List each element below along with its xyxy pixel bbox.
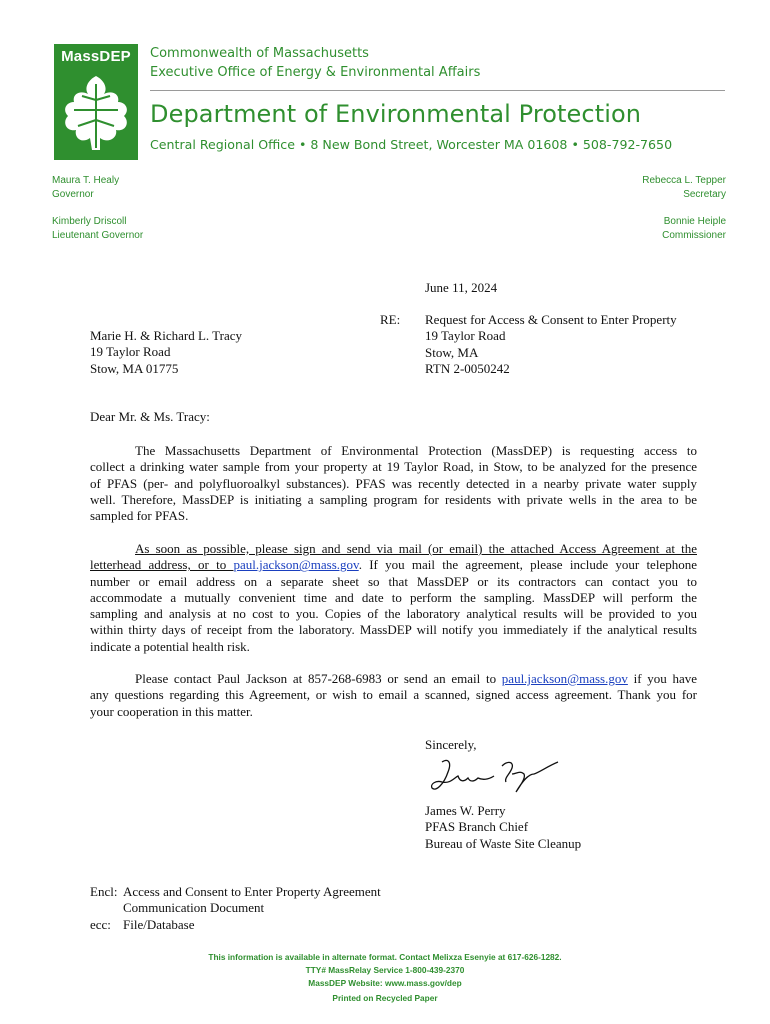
paragraph-line: collect a drinking water sample from your property at 19 Taylor Road, in Stow, to be analyzed for the presence — [90, 459, 697, 475]
underlined-text: letterhead address, or to — [90, 557, 234, 573]
paragraph-1 — [90, 443, 697, 524]
re-line: 19 Taylor Road — [425, 328, 506, 344]
footer-website: MassDEP Website: www.mass.gov/dep — [308, 978, 462, 988]
letterhead-executive-office: Executive Office of Energy & Environmental Affairs — [150, 65, 481, 80]
signer-title: PFAS Branch Chief — [425, 819, 529, 835]
re-line: RTN 2-0050242 — [425, 360, 510, 376]
massdep-logo — [54, 44, 138, 160]
official-title: Commissioner — [662, 230, 726, 241]
paragraph-3 — [90, 671, 697, 720]
letterhead-commonwealth: Commonwealth of Massachusetts — [150, 46, 369, 61]
encl-item: Communication Document — [123, 900, 265, 915]
ecc-item: File/Database — [123, 917, 195, 932]
signer-bureau: Bureau of Waste Site Cleanup — [425, 835, 582, 851]
footer-tty: TTY# MassRelay Service 1-800-439-2370 — [305, 965, 465, 975]
official-name: Maura T. Healy — [52, 175, 120, 186]
paragraph-line: well. Therefore, MassDEP is initiating a sampling program for residents with private wells in the area to be — [90, 491, 697, 507]
encl-item: Access and Consent to Enter Property Agreement — [123, 884, 381, 899]
signer-block — [425, 803, 581, 852]
recipient-line: Marie H. & Richard L. Tracy — [90, 328, 243, 343]
letterhead-divider — [150, 90, 725, 91]
paragraph-2 — [90, 541, 697, 655]
re-label: RE: — [380, 312, 401, 327]
footer-recycled: Printed on Recycled Paper — [332, 993, 438, 1003]
official-secretary — [642, 174, 726, 202]
official-lieutenant-governor — [52, 215, 143, 243]
paragraph-line: As soon as possible, please sign and send via mail (or email) the attached Access Agreement at the — [135, 541, 697, 556]
re-subject — [425, 312, 677, 377]
official-commissioner — [662, 215, 726, 243]
re-line: Stow, MA — [425, 344, 479, 360]
recipient-line: 19 Taylor Road — [90, 344, 171, 360]
paragraph-line: number or email address on a separate sheet so that MassDEP or its contractors can contact you to — [90, 573, 697, 589]
official-title: Lieutenant Governor — [52, 230, 144, 241]
official-title: Secretary — [683, 189, 726, 200]
paragraph-text: if you have — [627, 671, 697, 686]
paragraph-line — [90, 671, 697, 687]
signature-image — [428, 752, 568, 800]
email-link[interactable]: paul.jackson@mass.gov — [233, 557, 359, 573]
paragraph-text: . If you mail the agreement, please include your telephone — [358, 557, 697, 573]
oak-leaf-icon — [58, 70, 134, 156]
paragraph-line: your cooperation in this matter. — [90, 703, 253, 719]
signer-name: James W. Perry — [425, 803, 506, 818]
re-line: Request for Access & Consent to Enter Property — [425, 312, 677, 327]
official-name: Rebecca L. Tepper — [642, 175, 726, 186]
salutation: Dear Mr. & Ms. Tracy: — [90, 409, 210, 424]
letterhead-office-address: Central Regional Office • 8 New Bond Street, Worcester MA 01608 • 508-792-7650 — [150, 137, 673, 152]
paragraph-line: sampling and analysis at no cost to you. Copies of the laboratory analytical results will be provided to you — [90, 606, 697, 622]
logo-text: MassDEP — [61, 48, 131, 65]
recipient-address — [90, 328, 242, 377]
paragraph-line: The Massachusetts Department of Environmental Protection (MassDEP) is requesting access to — [135, 443, 697, 458]
paragraph-line — [90, 557, 697, 573]
closing: Sincerely, — [425, 737, 477, 752]
paragraph-text: Please contact Paul Jackson at 857-268-6983 or send an email to — [135, 671, 502, 686]
paragraph-line: accommodate a mutually convenient time and date to perform the sampling. MassDEP will perform the — [90, 589, 697, 605]
letter-date: June 11, 2024 — [425, 280, 498, 295]
official-governor — [52, 174, 119, 202]
official-title: Governor — [52, 189, 94, 200]
recipient-line: Stow, MA 01775 — [90, 360, 179, 376]
official-name: Bonnie Heiple — [663, 216, 726, 227]
letterhead-department: Department of Environmental Protection — [150, 100, 642, 128]
ecc-label: ecc: — [90, 917, 111, 932]
paragraph-line: of PFAS (per- and polyfluoroalkyl substances). PFAS was recently detected in a nearby private water supply — [90, 475, 697, 491]
footer-alternate-format: This information is available in alternate format. Contact Melixza Esenyie at 617-626-1282. — [208, 952, 562, 962]
paragraph-line: sampled for PFAS. — [90, 508, 189, 524]
paragraph-line: within thirty days of receipt from the laboratory. MassDEP will notify you immediately if the analytical results — [90, 622, 697, 638]
encl-label: Encl: — [90, 884, 118, 899]
email-link[interactable]: paul.jackson@mass.gov — [501, 671, 628, 686]
official-name: Kimberly Driscoll — [52, 216, 127, 227]
paragraph-line: any questions regarding this Agreement, or wish to email a scanned, signed access agreement. Thank you for — [90, 687, 697, 703]
paragraph-line: indicate a potential health risk. — [90, 638, 250, 654]
